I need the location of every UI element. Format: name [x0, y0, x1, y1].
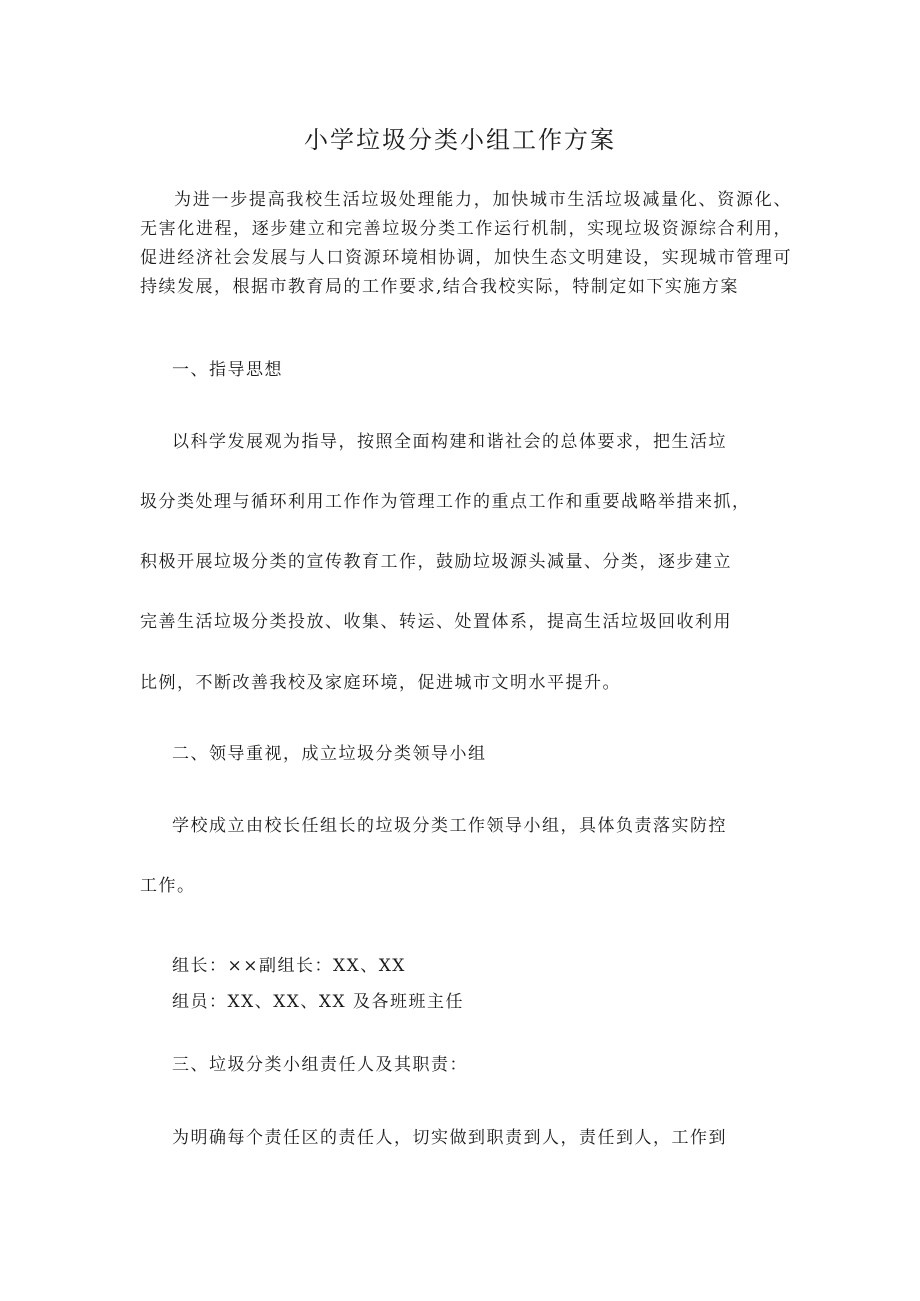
members-line: 组员：XX、XX、XX 及各班班主任	[172, 992, 465, 1012]
section3-heading: 三、垃圾分类小组责任人及其职责：	[172, 1055, 468, 1075]
section2-heading: 二、领导重视，成立垃圾分类领导小组	[172, 744, 487, 764]
document-title: 小学垃圾分类小组工作方案	[304, 126, 616, 154]
section2-line-2: 工作。	[140, 876, 196, 896]
section1-line-4: 完善生活垃圾分类投放、收集、转运、处置体系，提高生活垃圾回收利用	[140, 612, 732, 632]
intro-paragraph: 为进一步提高我校生活垃圾处理能力，加快城市生活垃圾减量化、资源化、无害化进程，逐步建立和完善垃圾分类工作运行机制，实现垃圾资源综合利用，促进经济社会发展与人口资源环境相协调，加快生态文明建设，实现城市管理可持续发展，根据市教育局的工作要求,结合我校实际，特制定如下实施方案	[140, 190, 792, 297]
section1-line-5: 比例，不断改善我校及家庭环境，促进城市文明水平提升。	[140, 673, 621, 693]
section1-line-1: 以科学发展观为指导，按照全面构建和谐社会的总体要求，把生活垃	[172, 432, 727, 452]
section1-line-3: 积极开展垃圾分类的宣传教育工作，鼓励垃圾源头减量、分类，逐步建立	[140, 552, 732, 572]
leaders-line: 组长：××副组长：XX、XX	[172, 956, 406, 976]
section1-heading: 一、指导思想	[172, 360, 283, 380]
section2-line-1: 学校成立由校长任组长的垃圾分类工作领导小组，具体负责落实防控	[172, 816, 727, 836]
section3-line-1: 为明确每个责任区的责任人，切实做到职责到人，责任到人，工作到	[172, 1128, 727, 1148]
section1-line-2: 圾分类处理与循环利用工作作为管理工作的重点工作和重要战略举措来抓，	[140, 492, 751, 512]
